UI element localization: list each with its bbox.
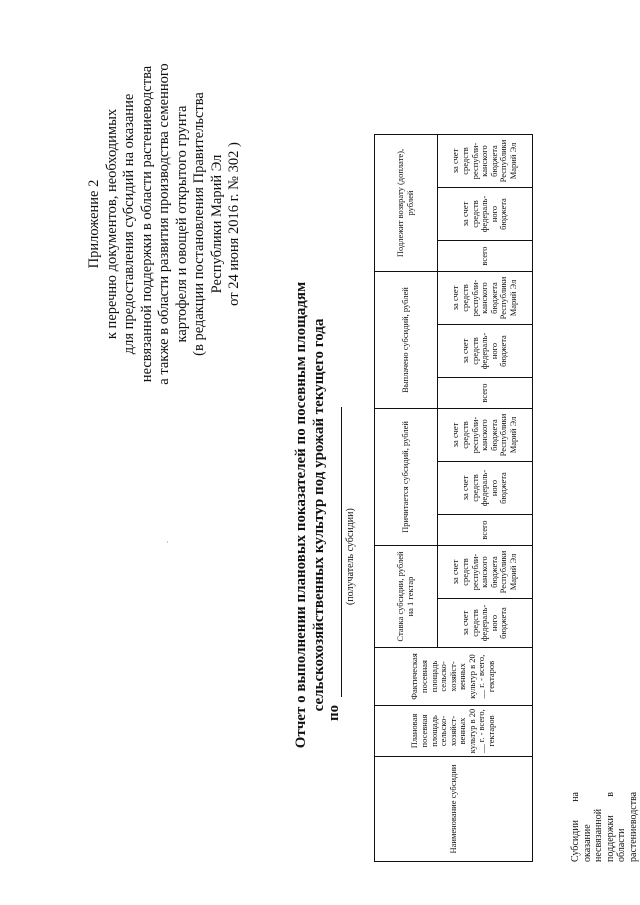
report-title-line: сельскохозяйственных культур под урожай текущего года [311,318,327,712]
tail-word: в [604,792,616,797]
recipient-caption: (получатель субсидии) [345,508,356,605]
subheader-rep: за счет средств республи-канского бюджета Республики Марий Эл [438,272,533,325]
tail-word: Субсидии [570,820,581,862]
annex-line: для предоставления субсидий на оказание [121,93,137,355]
report-table [374,134,533,862]
recipient-line [326,401,343,721]
subheader-rep: за счет средств республи-канского бюджета Республики Марий Эл [438,409,533,462]
tail-word: несвязанной [593,808,604,862]
annex-header [86,34,244,414]
tail-word: на [570,792,581,802]
table-continuation-text [570,792,639,862]
header-due: Причитается субсидий, рублей [375,409,438,546]
annex-line: картофеля и овощей открытого грунта [173,105,190,343]
tail-word: оказание [581,824,593,862]
annex-line: Приложение 2 [86,179,102,269]
header-rate: Ставка субсидии, рублей на 1 гектар [375,546,438,648]
annex-line: к перечню документов, необходимых [103,108,120,340]
annex-line: Республики Марий Эл [208,154,225,294]
subheader-rep: за счет средств республи-канского бюджета Республики Марий Эл [438,135,533,188]
tail-word: области [616,828,627,862]
header-fact-area: Фактическая посевная площадь сельско-хозяйст-венных культур в 20 __ г. - всего, гектаров [375,648,533,706]
po-label: по [326,704,342,721]
subheader-fed: за счет средств федераль-ного бюджета [438,325,533,378]
annex-line: несвязанной поддержки в области растениеводства [138,65,155,383]
subheader-fed: за счет средств федераль-ного бюджета [438,188,533,241]
header-name: Наименование субсидии [375,757,533,862]
tail-word: растениеводства [627,791,639,862]
subheader-total: всего [438,515,533,546]
subheader-total: всего [438,378,533,409]
subheader-rep: за счет средств республи-канского бюджета Республики Марий Эл [438,546,533,599]
annex-line: (в редакции постановления Правительства [191,92,207,356]
header-paid: Выплачено субсидий, рублей [375,272,438,409]
annex-line: от 24 июня 2016 г. № 302 ) [226,142,242,306]
subheader-fed: за счет средств федераль-ного бюджета [438,462,533,515]
subheader-total: всего [438,241,533,272]
report-title-line: Отчет о выполнении плановых показателей по посевным площадям [293,281,309,749]
header-plan-area: Плановая посевная площадь сельско-хозяйст-венных культур в 20 __ г. - всего, гектаров [375,706,533,757]
recipient-blank [341,407,342,697]
tail-word: поддержки [604,815,616,862]
report-title [292,205,328,825]
stray-mark: . [161,541,170,543]
annex-line: а также в области развития производства семенного [156,63,172,385]
table-header-row [375,135,438,862]
subheader-fed: за счет средств федераль-ного бюджета [438,599,533,648]
header-refund: Подлежит возврату (доплате), рублей [375,135,438,272]
